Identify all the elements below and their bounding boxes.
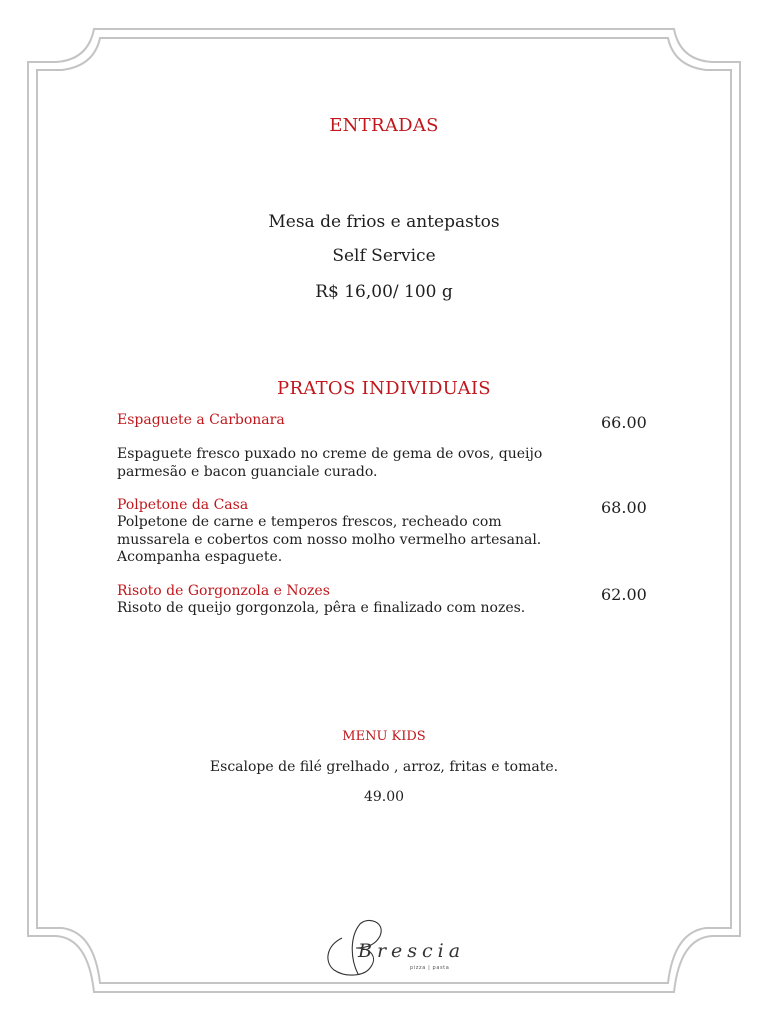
- desc-line: mussarela e cobertos com nosso molho vermelho artesanal.: [117, 531, 542, 548]
- kids-desc: Escalope de filé grelhado , arroz, fritas e tomate.: [209, 759, 559, 775]
- desc-line: parmesão e bacon guanciale curado.: [117, 463, 378, 480]
- logo-wordmark: Brescia: [358, 940, 466, 962]
- section-title-kids: MENU KIDS: [342, 729, 426, 744]
- section-title-pratos: PRATOS INDIVIDUAIS: [277, 378, 491, 399]
- item-name-polpetone: Polpetone da Casa: [117, 497, 249, 513]
- antepastos-line: Mesa de frios e antepastos: [268, 212, 500, 232]
- antepastos-price: R$ 16,00/ 100 g: [315, 282, 453, 302]
- item-desc-risoto: [117, 600, 587, 618]
- desc-line: Espaguete fresco puxado no creme de gema de ovos, queijo: [117, 446, 543, 462]
- logo-tagline: pizza | pasta: [410, 965, 450, 971]
- kids-price: 49.00: [363, 789, 405, 805]
- section-title-entradas: ENTRADAS: [329, 115, 439, 136]
- item-name-carbonara: Espaguete a Carbonara: [117, 412, 285, 428]
- self-service-line: Self Service: [332, 246, 436, 266]
- item-price-polpetone: 68.00: [601, 498, 647, 517]
- desc-line: Acompanha espaguete.: [117, 549, 283, 565]
- item-desc-polpetone: [117, 514, 587, 567]
- brand-logo: [0, 918, 768, 982]
- desc-line: Risoto de queijo gorgonzola, pêra e finalizado com nozes.: [117, 600, 526, 616]
- desc-line: Polpetone de carne e temperos frescos, recheado com: [117, 514, 502, 530]
- item-desc-carbonara: [117, 446, 587, 481]
- item-name-risoto: Risoto de Gorgonzola e Nozes: [117, 583, 330, 599]
- item-price-risoto: 62.00: [601, 585, 647, 604]
- item-price-carbonara: 66.00: [601, 413, 647, 432]
